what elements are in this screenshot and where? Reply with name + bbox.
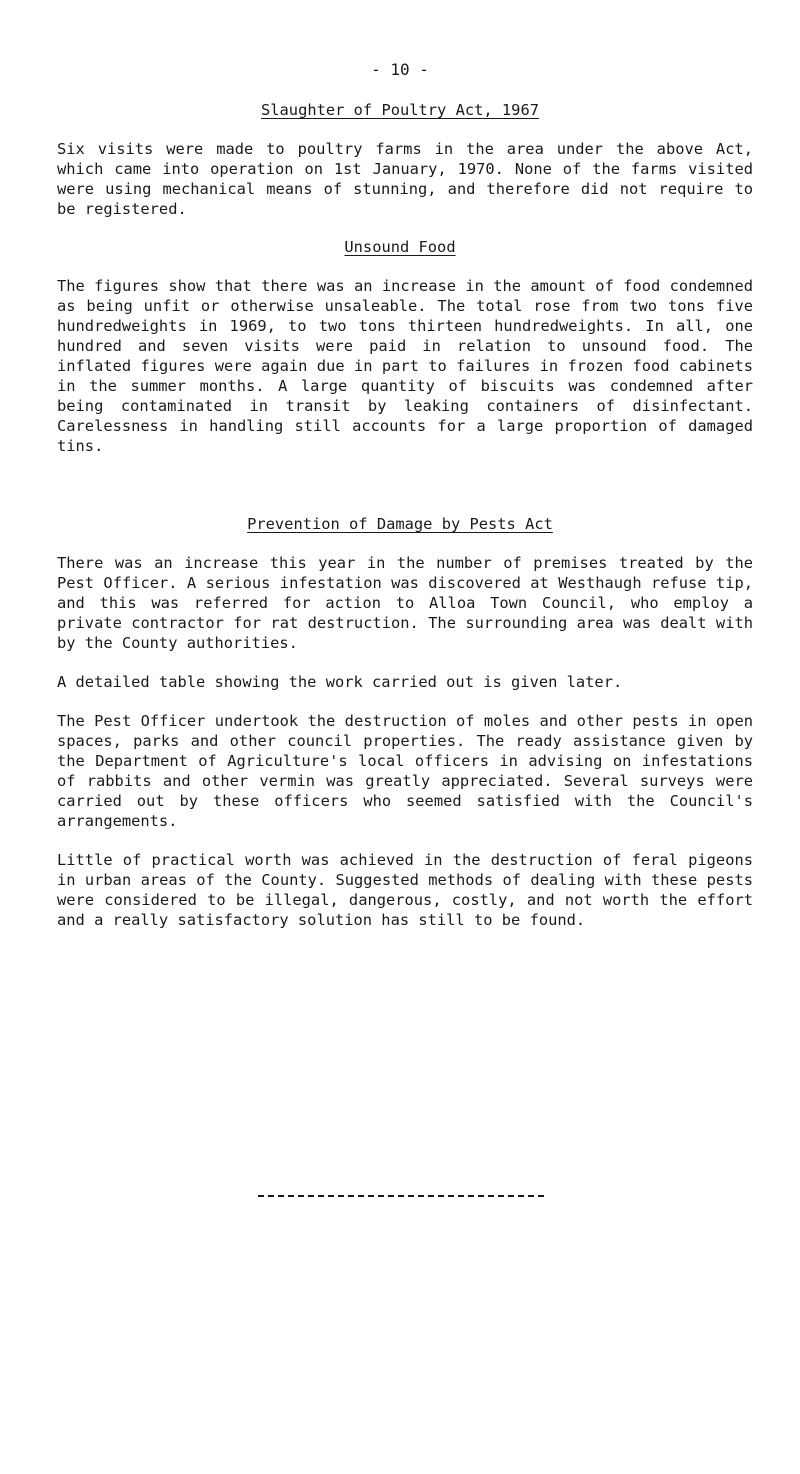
paragraph-moles-and-vermin: The Pest Officer undertook the destruction of moles and other pests in open spaces, parks and other council properties. The ready assistance given by the Department of Agriculture's local officers in advising on infestations of rabbits and other vermin was greatly appreciated. Several surveys were carried out by these officers who seemed satisfied with the Council's arrangements. xyxy=(57,712,753,830)
paragraph-detailed-table: A detailed table showing the work carried out is given later. xyxy=(57,673,623,691)
section-heading-text: Slaughter of Poultry Act, 1967 xyxy=(261,101,539,119)
end-divider xyxy=(258,1195,544,1197)
paragraph-pest-officer-infestation: There was an increase this year in the number of premises treated by the Pest Officer. A serious infestation was discovered at Westhaugh refuse tip, and this was referred for action to Alloa Town Council, who employ a private contractor for rat destruction. The surrounding area was dealt with by the County authorities. xyxy=(57,554,753,652)
page-number: - 10 - xyxy=(371,60,429,79)
section-heading-slaughter-of-poultry xyxy=(0,100,800,120)
paragraph-unsound-food: The figures show that there was an increase in the amount of food condemned as being unfit or otherwise unsaleable. The total rose from two tons five hundredweights in 1969, to two tons thirteen hundredweights. In all, one hundred and seven visits were paid in relation to unsound food. The inflated figures were again due in part to failures in frozen food cabinets in the summer months. A large quantity of biscuits was condemned after being contaminated in transit by leaking containers of disinfectant. Carelessness in handling still accounts for a large proportion of damaged tins. xyxy=(57,277,753,455)
section-heading-text: Prevention of Damage by Pests Act xyxy=(247,515,553,533)
section-heading-text: Unsound Food xyxy=(344,238,456,256)
section-heading-prevention-of-damage xyxy=(0,514,800,534)
section-heading-unsound-food xyxy=(0,237,800,257)
paragraph-slaughter-visits: Six visits were made to poultry farms in the area under the above Act, which came into operation on 1st January, 1970. None of the farms visited were using mechanical means of stunning, and therefore did not require to be registered. xyxy=(57,140,753,218)
paragraph-feral-pigeons: Little of practical worth was achieved in the destruction of feral pigeons in urban areas of the County. Suggested methods of dealing with these pests were considered to be illegal, dangerous, costly, and not worth the effort and a really satisfactory solution has still to be found. xyxy=(57,851,753,929)
